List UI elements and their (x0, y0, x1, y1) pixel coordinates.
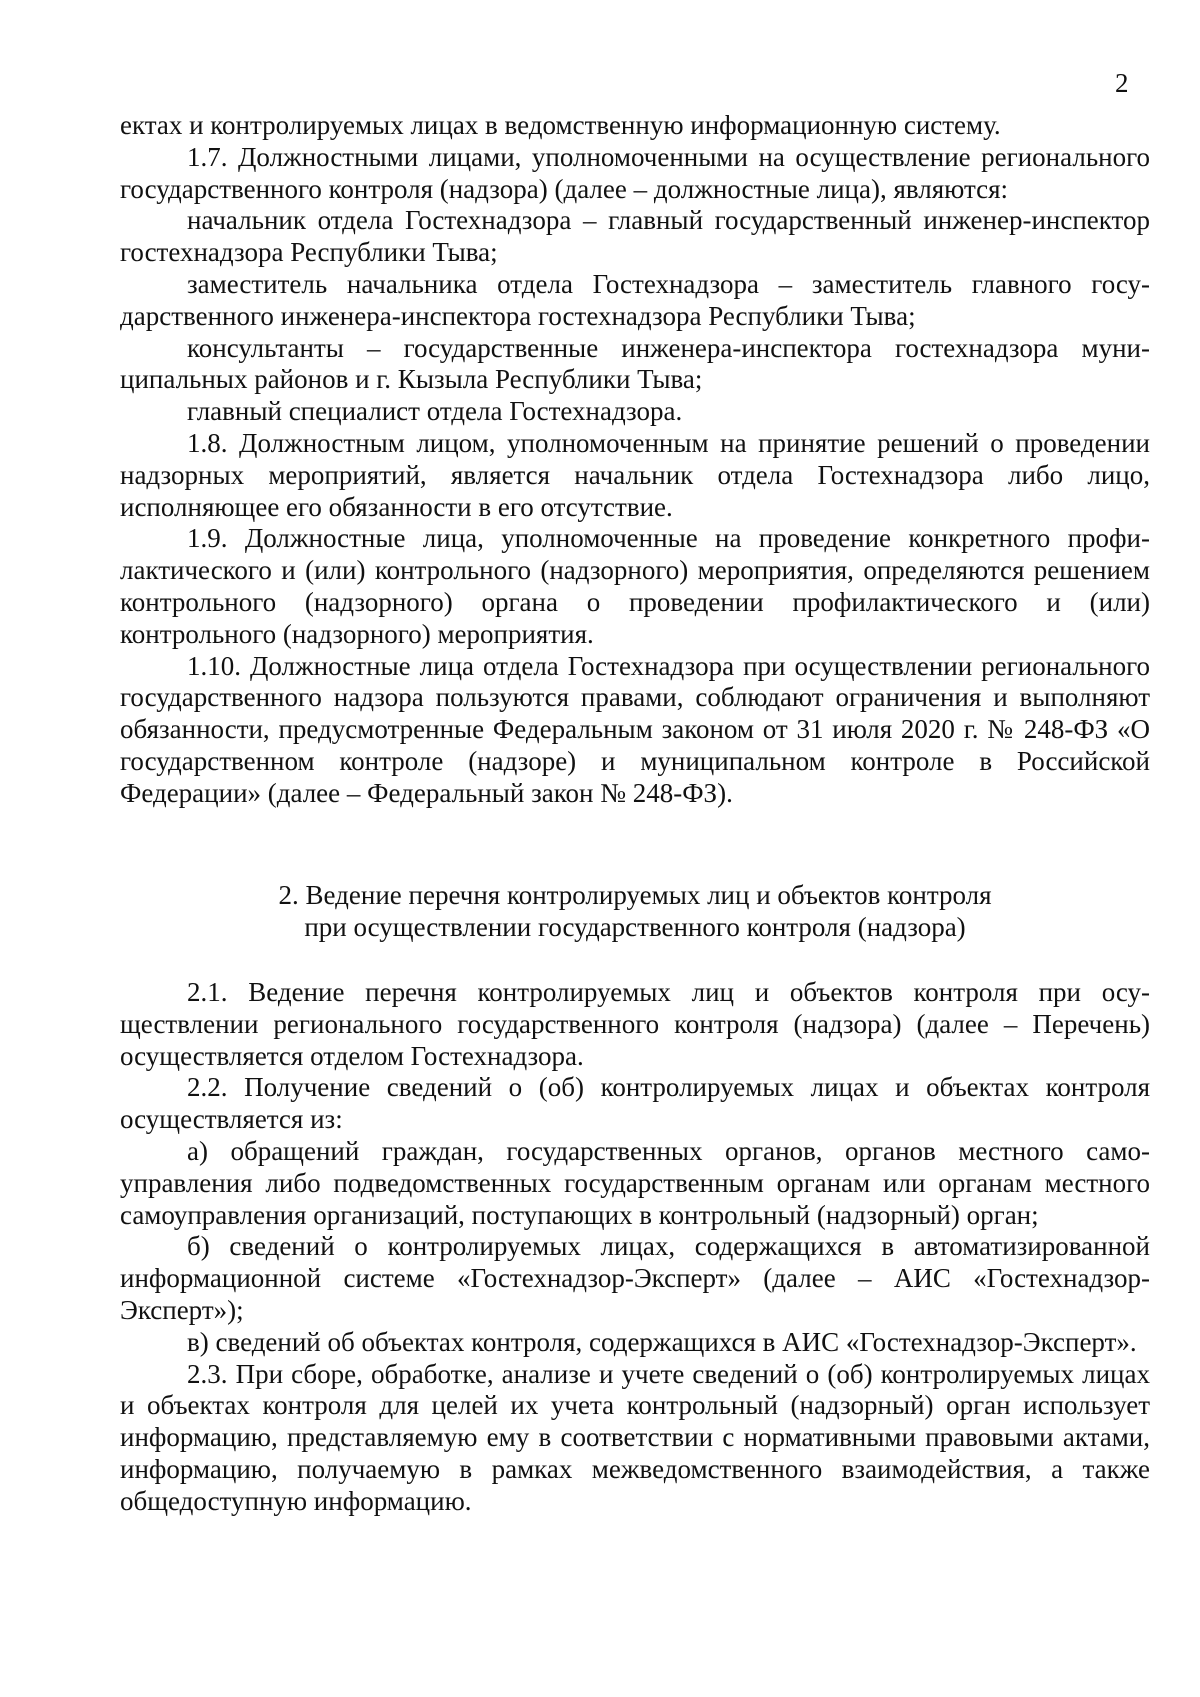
section-heading-line: при осуществлении государственного контроля (надзора) (304, 911, 966, 942)
paragraph: б) сведений о контролируемых лицах, содержащихся в автоматизированной информационной системе «Гостехнадзор-Эксперт» (далее – АИС «Гостехнадзор-Эксперт»); (120, 1231, 1150, 1325)
paragraphs-section-2 (120, 977, 1150, 1518)
paragraph: а) обращений граждан, государственных органов, органов местного самоуправления либо подведомственных государственным органам или органам местного самоуправления организаций, поступающих в контрольный (надзорный) орган; (120, 1135, 1150, 1230)
paragraph: 2.3. При сборе, обработке, анализе и учете сведений о (об) контролируемых лицах и объектах контроля для целей их учета контрольный (надзорный) орган использует информацию, представляемую ему в соответствии с нормативными правовыми актами, информацию, получаемую в рамках межведомственного взаимодействия, а также общедоступную информацию. (120, 1358, 1150, 1516)
paragraph: 2.1. Ведение перечня контролируемых лиц и объектов контроля при осуществлении регионального государственного контроля (надзора) (далее – Перечень) осуществляется отделом Гостехнадзора. (120, 977, 1150, 1071)
paragraph: заместитель начальника отдела Гостехнадзора – заместитель главного государственного инженера-инспектора гостехнадзора Республики Тыва; (120, 268, 1150, 331)
paragraph: 1.8. Должностным лицом, уполномоченным на принятие решений о проведении надзорных мероприятий, является начальник отдела Гостехнадзора либо лицо, исполняющее его обязанности в его отсутствие. (120, 427, 1150, 522)
paragraph: 1.7. Должностными лицами, уполномоченными на осуществление регионального государственного контроля (надзора) (далее – должностные лица), являются: (120, 141, 1150, 204)
paragraph: 1.9. Должностные лица, уполномоченные на проведение конкретного профилактического и (или) контрольного (надзорного) мероприятия, определяются решением контрольного (надзорного) органа о проведении профилактического и (или) контрольного (надзорного) мероприятия. (120, 523, 1150, 649)
paragraph: 1.10. Должностные лица отдела Гостехнадзора при осуществлении регионального государственного надзора пользуются правами, соблюдают ограничения и выполняют обязанности, предусмотренные Федеральным законом от 31 июля 2020 г. № 248-ФЗ «О государственном контроле (надзоре) и муниципальном контроле в Российской Федерации» (далее – Федеральный закон № 248-ФЗ). (120, 650, 1150, 808)
paragraphs-section-1 (120, 110, 1150, 810)
paragraph: в) сведений об объектах контроля, содержащихся в АИС «Гостехнадзор-Эксперт». (187, 1326, 1137, 1357)
paragraph: главный специалист отдела Гостехнадзора. (187, 396, 683, 427)
paragraph: консультанты – государственные инженера-инспектора гостехнадзора муниципальных районов и г. Кызыла Республики Тыва; (120, 332, 1150, 395)
page-number: 2 (1115, 68, 1129, 98)
section-heading-line: 2. Ведение перечня контролируемых лиц и объектов контроля (278, 880, 992, 910)
paragraph: ектах и контролируемых лицах в ведомственную информационную систему. (120, 110, 1001, 140)
paragraph: 2.2. Получение сведений о (об) контролируемых лицах и объектах контроля осуществляется из: (120, 1072, 1150, 1135)
section-heading (120, 880, 1150, 944)
paragraph: начальник отдела Гостехнадзора – главный государственный инженер-инспектор гостехнадзора Республики Тыва; (120, 205, 1150, 268)
